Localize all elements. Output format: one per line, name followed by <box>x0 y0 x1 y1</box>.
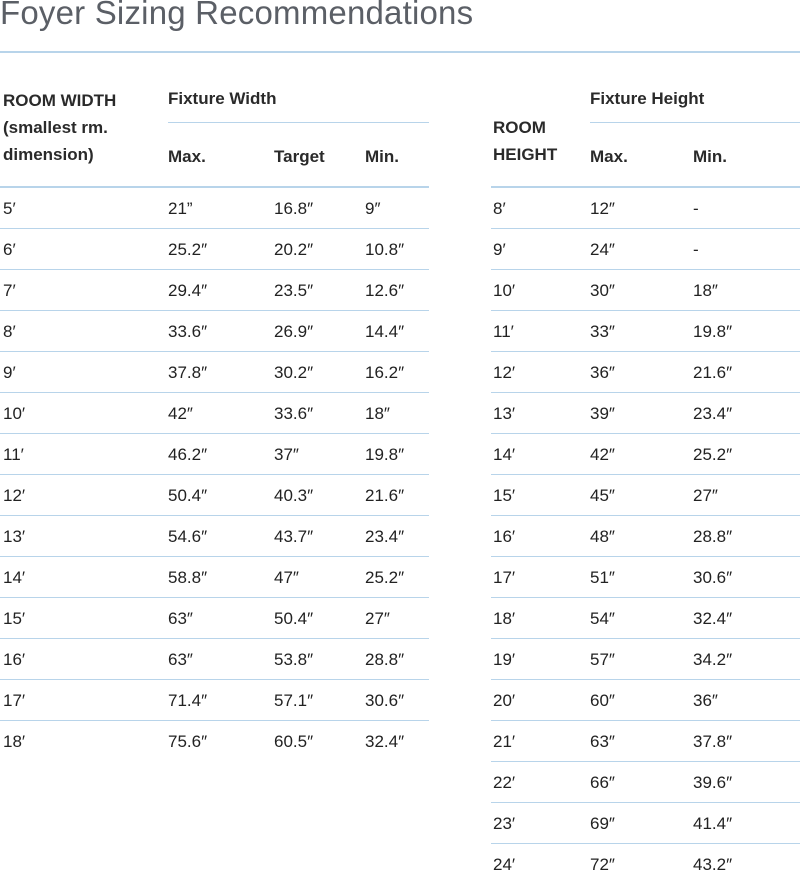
room-height-header <box>493 114 557 168</box>
table-cell: 50.4″ <box>274 609 314 628</box>
table-cell: 51″ <box>590 568 615 587</box>
table-cell: 47″ <box>274 568 299 587</box>
table-cell: 28.8″ <box>693 527 733 546</box>
table-cell: 75.6″ <box>168 732 208 751</box>
table-cell: 12′ <box>493 363 516 382</box>
table-cell: 23.4″ <box>365 527 405 546</box>
table-row <box>0 680 429 721</box>
table-cell: 21” <box>168 199 193 218</box>
table-row <box>491 721 800 762</box>
table-cell: 13′ <box>493 404 516 423</box>
table-cell: 12.6″ <box>365 281 405 300</box>
col-header-min: Min. <box>365 147 399 166</box>
table-row <box>491 762 800 803</box>
table-cell: 27″ <box>693 486 718 505</box>
table-row <box>491 680 800 721</box>
room-width-header <box>3 87 116 168</box>
table-cell: 42″ <box>590 445 615 464</box>
table-cell: 24″ <box>590 240 615 259</box>
table-cell: 30.2″ <box>274 363 314 382</box>
table-cell: 54″ <box>590 609 615 628</box>
table-cell: 63″ <box>590 732 615 751</box>
table-row <box>491 434 800 475</box>
table-cell: 33.6″ <box>168 322 208 341</box>
table-cell: 30.6″ <box>693 568 733 587</box>
table-cell: 21.6″ <box>693 363 733 382</box>
fixture-width-header: Fixture Width <box>168 89 277 108</box>
table-cell: 46.2″ <box>168 445 208 464</box>
table-cell: 18′ <box>493 609 516 628</box>
table-cell: 22′ <box>493 773 516 792</box>
table-cell: 27″ <box>365 609 390 628</box>
table-cell: 19.8″ <box>365 445 405 464</box>
table-cell: 60.5″ <box>274 732 314 751</box>
table-cell: 23.4″ <box>693 404 733 423</box>
table-cell: 19′ <box>493 650 516 669</box>
table-cell: 30″ <box>590 281 615 300</box>
table-cell: 37.8″ <box>168 363 208 382</box>
table-cell: 36″ <box>590 363 615 382</box>
table-cell: 23′ <box>493 814 516 833</box>
table-cell: 39.6″ <box>693 773 733 792</box>
table-cell: 30.6″ <box>365 691 405 710</box>
room-height-header-line: HEIGHT <box>493 145 558 164</box>
table-cell: 72″ <box>590 855 615 874</box>
table-cell: 9′ <box>3 363 16 382</box>
table-cell: 50.4″ <box>168 486 208 505</box>
table-row <box>491 803 800 844</box>
table-cell: 37.8″ <box>693 732 733 751</box>
table-row <box>491 270 800 311</box>
table-row <box>491 598 800 639</box>
col-header-min: Min. <box>693 147 727 166</box>
col-header-target: Target <box>274 147 325 166</box>
table-row <box>0 229 429 270</box>
title-divider <box>0 51 800 53</box>
col-header-max: Max. <box>168 147 206 166</box>
table-cell: 25.2″ <box>365 568 405 587</box>
room-height-header-line: ROOM <box>493 118 546 137</box>
table-cell: 13′ <box>3 527 26 546</box>
table-row <box>491 516 800 557</box>
table-cell: 5′ <box>3 199 16 218</box>
table-cell: 26.9″ <box>274 322 314 341</box>
table-cell: 23.5″ <box>274 281 314 300</box>
table-cell: 9″ <box>365 199 381 218</box>
table-cell: 71.4″ <box>168 691 208 710</box>
table-row <box>491 639 800 680</box>
table-cell: 18′ <box>3 732 26 751</box>
table-cell: 32.4″ <box>365 732 405 751</box>
table-cell: 48″ <box>590 527 615 546</box>
table-cell: 14′ <box>493 445 516 464</box>
table-cell: 12′ <box>3 486 26 505</box>
table-cell: 45″ <box>590 486 615 505</box>
table-cell: 33″ <box>590 322 615 341</box>
table-row <box>0 639 429 680</box>
table-cell: 18″ <box>693 281 718 300</box>
table-cell: 14′ <box>3 568 26 587</box>
table-row <box>491 844 800 885</box>
table-row <box>0 311 429 352</box>
table-row <box>0 270 429 311</box>
table-cell: 14.4″ <box>365 322 405 341</box>
page-title: Foyer Sizing Recommendations <box>0 0 474 31</box>
table-cell: 15′ <box>493 486 516 505</box>
table-cell: 11′ <box>3 445 24 464</box>
table-cell: 36″ <box>693 691 718 710</box>
table-cell: 63″ <box>168 609 193 628</box>
table-cell: 40.3″ <box>274 486 314 505</box>
table-cell: 21.6″ <box>365 486 405 505</box>
table-cell: 33.6″ <box>274 404 314 423</box>
table-row <box>0 434 429 475</box>
table-cell: 18″ <box>365 404 390 423</box>
table-cell: 53.8″ <box>274 650 314 669</box>
table-cell: 20′ <box>493 691 516 710</box>
room-width-header-line: dimension) <box>3 145 94 164</box>
table-cell: 7′ <box>3 281 16 300</box>
table-cell: 17′ <box>3 691 26 710</box>
table-row <box>491 393 800 434</box>
fixture-height-header: Fixture Height <box>590 89 705 108</box>
table-cell: 34.2″ <box>693 650 733 669</box>
table-row <box>0 516 429 557</box>
table-row <box>491 229 800 270</box>
table-cell: 54.6″ <box>168 527 208 546</box>
table-cell: - <box>693 240 699 259</box>
table-row <box>0 557 429 598</box>
table-cell: 69″ <box>590 814 615 833</box>
table-cell: 16′ <box>493 527 516 546</box>
table-cell: 19.8″ <box>693 322 733 341</box>
table-cell: 66″ <box>590 773 615 792</box>
room-width-header-line: ROOM WIDTH <box>3 91 117 110</box>
table-cell: 63″ <box>168 650 193 669</box>
table-cell: 28.8″ <box>365 650 405 669</box>
table-cell: 17′ <box>493 568 516 587</box>
table-cell: 41.4″ <box>693 814 733 833</box>
table-cell: 20.2″ <box>274 240 314 259</box>
table-cell: 60″ <box>590 691 615 710</box>
col-header-max: Max. <box>590 147 628 166</box>
table-cell: 25.2″ <box>168 240 208 259</box>
table-row <box>491 188 800 229</box>
table-cell: 58.8″ <box>168 568 208 587</box>
table-row <box>491 311 800 352</box>
table-cell: 43.7″ <box>274 527 314 546</box>
table-cell: 29.4″ <box>168 281 208 300</box>
table-cell: 32.4″ <box>693 609 733 628</box>
table-cell: 16.8″ <box>274 199 314 218</box>
table-cell: 37″ <box>274 445 299 464</box>
table-cell: 16.2″ <box>365 363 405 382</box>
table-row <box>0 721 429 762</box>
table-cell: 8′ <box>3 322 16 341</box>
table-cell: 57″ <box>590 650 615 669</box>
table-row <box>491 475 800 516</box>
table-row <box>491 557 800 598</box>
fixture-width-divider <box>168 122 429 123</box>
table-row <box>0 475 429 516</box>
table-row <box>0 352 429 393</box>
table-cell: 8′ <box>493 199 506 218</box>
table-cell: 6′ <box>3 240 16 259</box>
fixture-height-divider <box>590 122 800 123</box>
table-cell: 25.2″ <box>693 445 733 464</box>
table-cell: 39″ <box>590 404 615 423</box>
table-row <box>0 598 429 639</box>
table-cell: 43.2″ <box>693 855 733 874</box>
table-cell: 10′ <box>493 281 516 300</box>
table-cell: 9′ <box>493 240 506 259</box>
table-cell: 42″ <box>168 404 193 423</box>
table-cell: 12″ <box>590 199 615 218</box>
table-cell: 57.1″ <box>274 691 314 710</box>
table-cell: - <box>693 199 699 218</box>
room-width-header-line: (smallest rm. <box>3 118 108 137</box>
table-cell: 11′ <box>493 322 514 341</box>
table-row <box>0 393 429 434</box>
table-cell: 24′ <box>493 855 516 874</box>
table-cell: 10′ <box>3 404 26 423</box>
table-cell: 16′ <box>3 650 26 669</box>
table-row <box>491 352 800 393</box>
table-cell: 10.8″ <box>365 240 405 259</box>
table-cell: 15′ <box>3 609 26 628</box>
table-row <box>0 188 429 229</box>
table-cell: 21′ <box>493 732 516 751</box>
